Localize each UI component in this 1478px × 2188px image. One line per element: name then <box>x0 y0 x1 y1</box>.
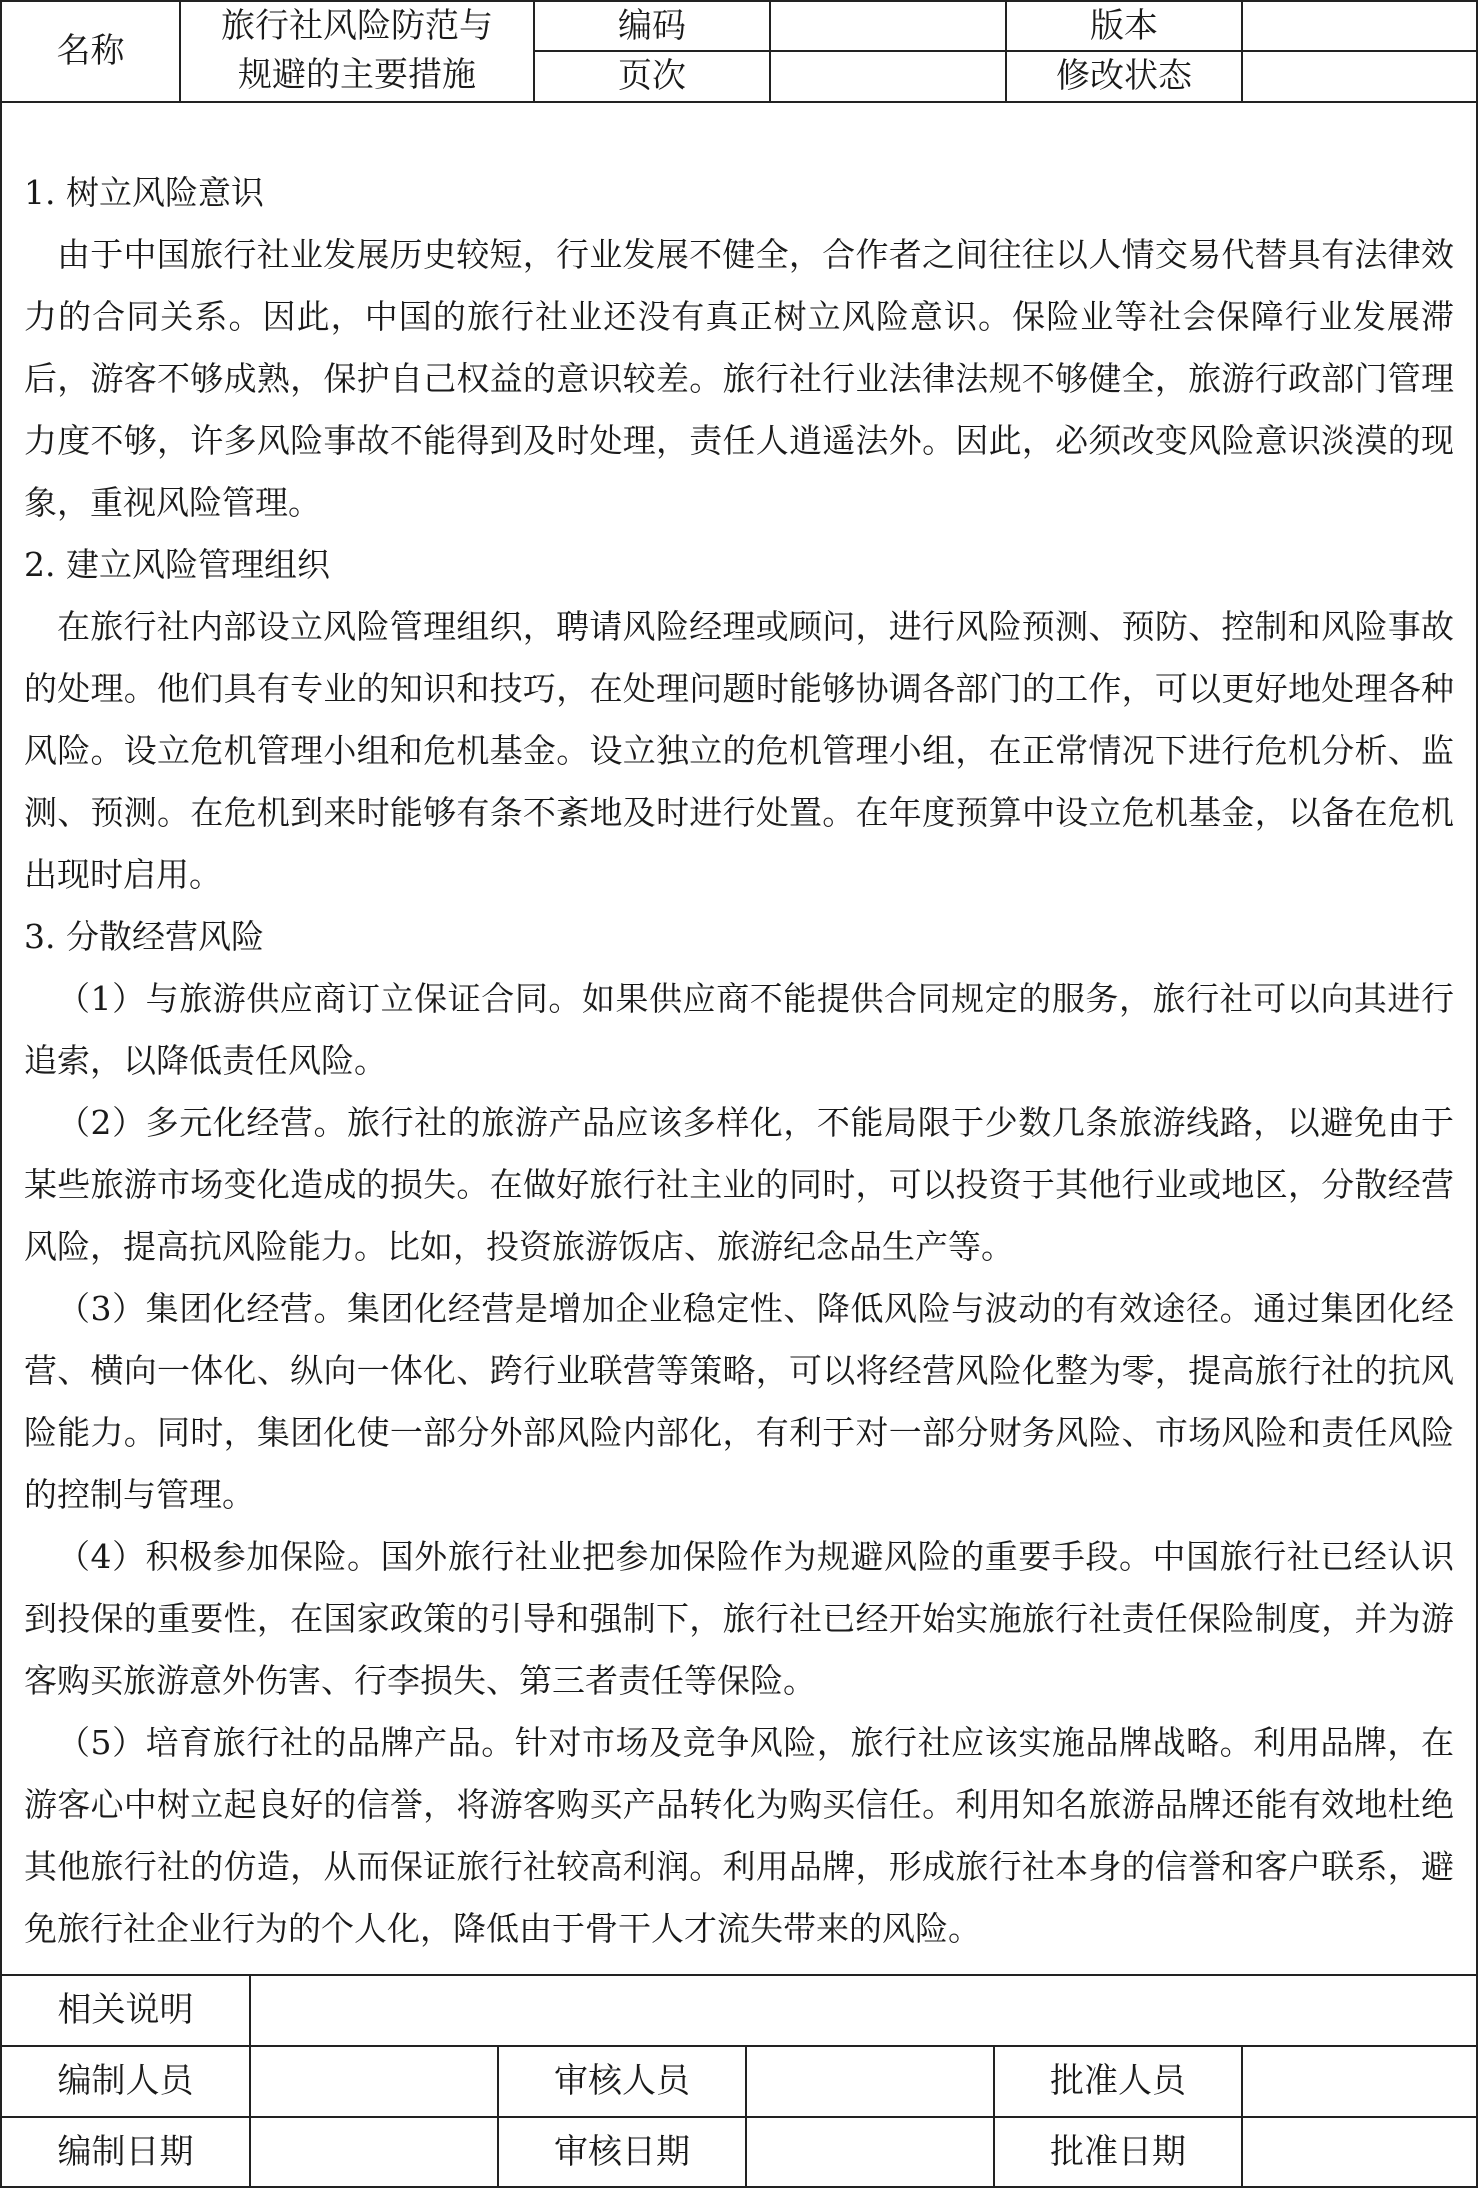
approved-date-label: 批准日期 <box>994 2117 1242 2187</box>
notes-value <box>250 1975 1476 2046</box>
title-line-1: 旅行社风险防范与 <box>221 6 493 46</box>
version-label: 版本 <box>1006 2 1242 51</box>
section-2 <box>24 534 1454 906</box>
signoff-table <box>2 1974 1476 2187</box>
reviewed-date-value <box>746 2117 994 2187</box>
reviewed-by-value <box>746 2046 994 2117</box>
section-3 <box>24 906 1454 1960</box>
prepared-by-value <box>250 2046 498 2117</box>
header-table <box>2 2 1476 103</box>
paragraph: （1）与旅游供应商订立保证合同。如果供应商不能提供合同规定的服务，旅行社可以向其进行追索，以降低责任风险。 <box>24 979 1454 1080</box>
page-label: 页次 <box>534 51 770 101</box>
paragraph: （5）培育旅行社的品牌产品。针对市场及竞争风险，旅行社应该实施品牌战略。利用品牌，在游客心中树立起良好的信誉，将游客购买产品转化为购买信任。利用知名旅游品牌还能有效地杜绝其他旅行社的仿造，从而保证旅行社较高利润。利用品牌，形成旅行社本身的信誉和客户联系，避免旅行社企业行为的个人化，降低由于骨干人才流失带来的风险。 <box>24 1723 1454 1948</box>
section-1 <box>24 162 1454 534</box>
code-label: 编码 <box>534 2 770 51</box>
title-line-2: 规避的主要措施 <box>238 55 476 96</box>
code-value <box>770 2 1006 51</box>
section-heading: 3. 分散经营风险 <box>24 917 264 956</box>
reviewed-by-label: 审核人员 <box>498 2046 746 2117</box>
document-body <box>2 144 1476 1974</box>
revision-value <box>1242 51 1476 101</box>
paragraph: 在旅行社内部设立风险管理组织，聘请风险经理或顾问，进行风险预测、预防、控制和风险事故的处理。他们具有专业的知识和技巧，在处理问题时能够协调各部门的工作，可以更好地处理各种风险。设立危机管理小组和危机基金。设立独立的危机管理小组，在正常情况下进行危机分析、监测、预测。在危机到来时能够有条不紊地及时进行处置。在年度预算中设立危机基金，以备在危机出现时启用。 <box>24 607 1454 894</box>
version-value <box>1242 2 1476 51</box>
approved-date-value <box>1242 2117 1476 2187</box>
approved-by-value <box>1242 2046 1476 2117</box>
prepared-by-label: 编制人员 <box>2 2046 250 2117</box>
section-heading: 1. 树立风险意识 <box>24 173 264 212</box>
paragraph: （2）多元化经营。旅行社的旅游产品应该多样化，不能局限于少数几条旅游线路，以避免由于某些旅游市场变化造成的损失。在做好旅行社主业的同时，可以投资于其他行业或地区，分散经营风险，提高抗风险能力。比如，投资旅游饭店、旅游纪念品生产等。 <box>24 1103 1454 1266</box>
paragraph: 由于中国旅行社业发展历史较短，行业发展不健全，合作者之间往往以人情交易代替具有法律效力的合同关系。因此，中国的旅行社业还没有真正树立风险意识。保险业等社会保障行业发展滞后，游客不够成熟，保护自己权益的意识较差。旅行社行业法律法规不够健全，旅游行政部门管理力度不够，许多风险事故不能得到及时处理，责任人逍遥法外。因此，必须改变风险意识淡漠的现象，重视风险管理。 <box>24 235 1454 522</box>
notes-label: 相关说明 <box>2 1975 250 2046</box>
paragraph: （4）积极参加保险。国外旅行社业把参加保险作为规避风险的重要手段。中国旅行社已经认识到投保的重要性，在国家政策的引导和强制下，旅行社已经开始实施旅行社责任保险制度，并为游客购买旅游意外伤害、行李损失、第三者责任等保险。 <box>24 1537 1454 1700</box>
approved-by-label: 批准人员 <box>994 2046 1242 2117</box>
prepared-date-value <box>250 2117 498 2187</box>
page-value <box>770 51 1006 101</box>
name-label: 名称 <box>2 2 180 102</box>
document-title <box>180 2 534 102</box>
section-heading: 2. 建立风险管理组织 <box>24 545 330 584</box>
reviewed-date-label: 审核日期 <box>498 2117 746 2187</box>
footer <box>2 1974 1476 2187</box>
revision-label: 修改状态 <box>1006 51 1242 101</box>
paragraph: （3）集团化经营。集团化经营是增加企业稳定性、降低风险与波动的有效途径。通过集团化经营、横向一体化、纵向一体化、跨行业联营等策略，可以将经营风险化整为零，提高旅行社的抗风险能力。同时，集团化使一部分外部风险内部化，有利于对一部分财务风险、市场风险和责任风险的控制与管理。 <box>24 1289 1454 1514</box>
prepared-date-label: 编制日期 <box>2 2117 250 2187</box>
